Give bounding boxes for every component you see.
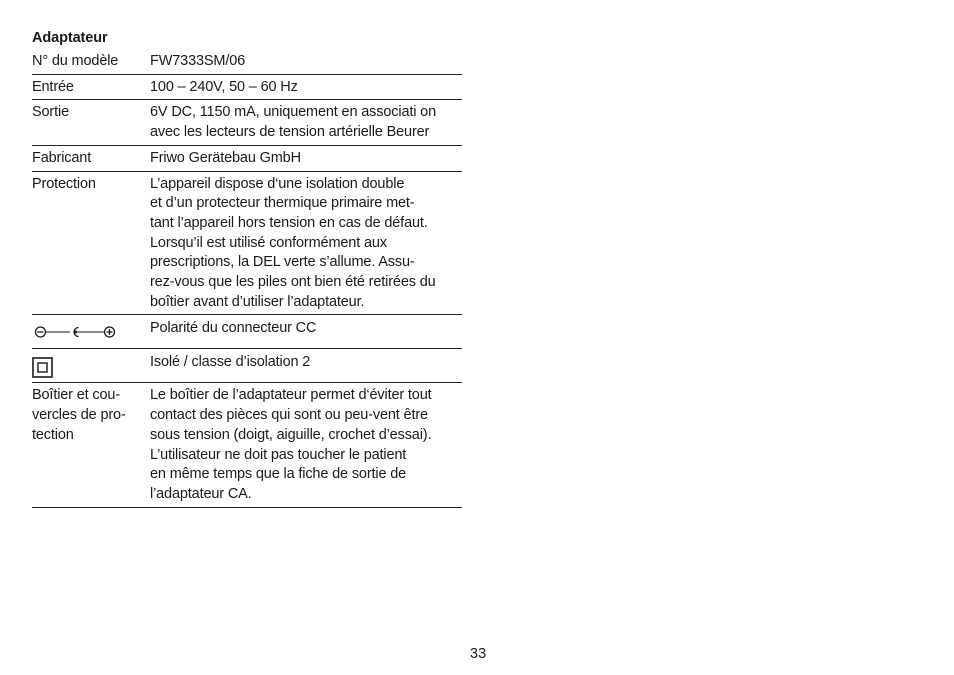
row-label: Entrée bbox=[32, 78, 74, 95]
row-value: Le boîtier de l’adaptateur permet d‘éviter tout contact des pièces qui sont ou peu-vent être sous tension (doigt, aiguille, crochet d’essai). L’utilisateur ne doit pas toucher le patient en même temps que la fiche de sortie de l’adaptateur CA. bbox=[150, 387, 432, 502]
table-row-protection bbox=[32, 172, 462, 316]
table-row-output bbox=[32, 100, 462, 145]
section-title: Adaptateur bbox=[32, 30, 108, 46]
row-label: Protection bbox=[32, 175, 96, 192]
row-value: Friwo Gerätebau GmbH bbox=[150, 149, 301, 166]
table-row-manufacturer bbox=[32, 146, 462, 172]
spec-table bbox=[32, 52, 462, 508]
table-row-polarity bbox=[32, 315, 462, 349]
table-row-housing bbox=[32, 383, 462, 507]
row-symbol-cell bbox=[32, 353, 150, 375]
class-2-insulation-icon bbox=[32, 357, 54, 379]
row-label: N° du modèle bbox=[32, 53, 119, 69]
row-value: 100 – 240V, 50 – 60 Hz bbox=[150, 78, 298, 95]
row-value: 6V DC, 1150 mA, uniquement en associati on avec les lecteurs de tension artérielle Beurer bbox=[150, 104, 437, 141]
table-row-input bbox=[32, 75, 462, 101]
polarity-symbol-icon bbox=[32, 325, 118, 339]
row-label: Fabricant bbox=[32, 149, 92, 166]
row-label: Boîtier et cou- vercles de pro- tection bbox=[32, 387, 126, 443]
row-value: L’appareil dispose d‘une isolation double et d’un protecteur thermique primaire met- tant l’appareil hors tension en cas de défaut. Lorsqu’il est utilisé conformément aux prescriptions, la DEL verte s’allume. Assu- rez-vous que les piles ont bien été retirées du boîtier avant d’utiliser l’adaptateur. bbox=[150, 175, 436, 310]
table-row-insulation-class bbox=[32, 349, 462, 383]
row-value: Polarité du connecteur CC bbox=[150, 320, 317, 337]
row-symbol-cell bbox=[32, 319, 150, 341]
page-number: 33 bbox=[470, 646, 487, 662]
table-row-model bbox=[32, 52, 462, 75]
row-value: FW7333SM/06 bbox=[150, 53, 246, 69]
row-value: Isolé / classe d’isolation 2 bbox=[150, 354, 311, 371]
row-label: Sortie bbox=[32, 104, 69, 121]
